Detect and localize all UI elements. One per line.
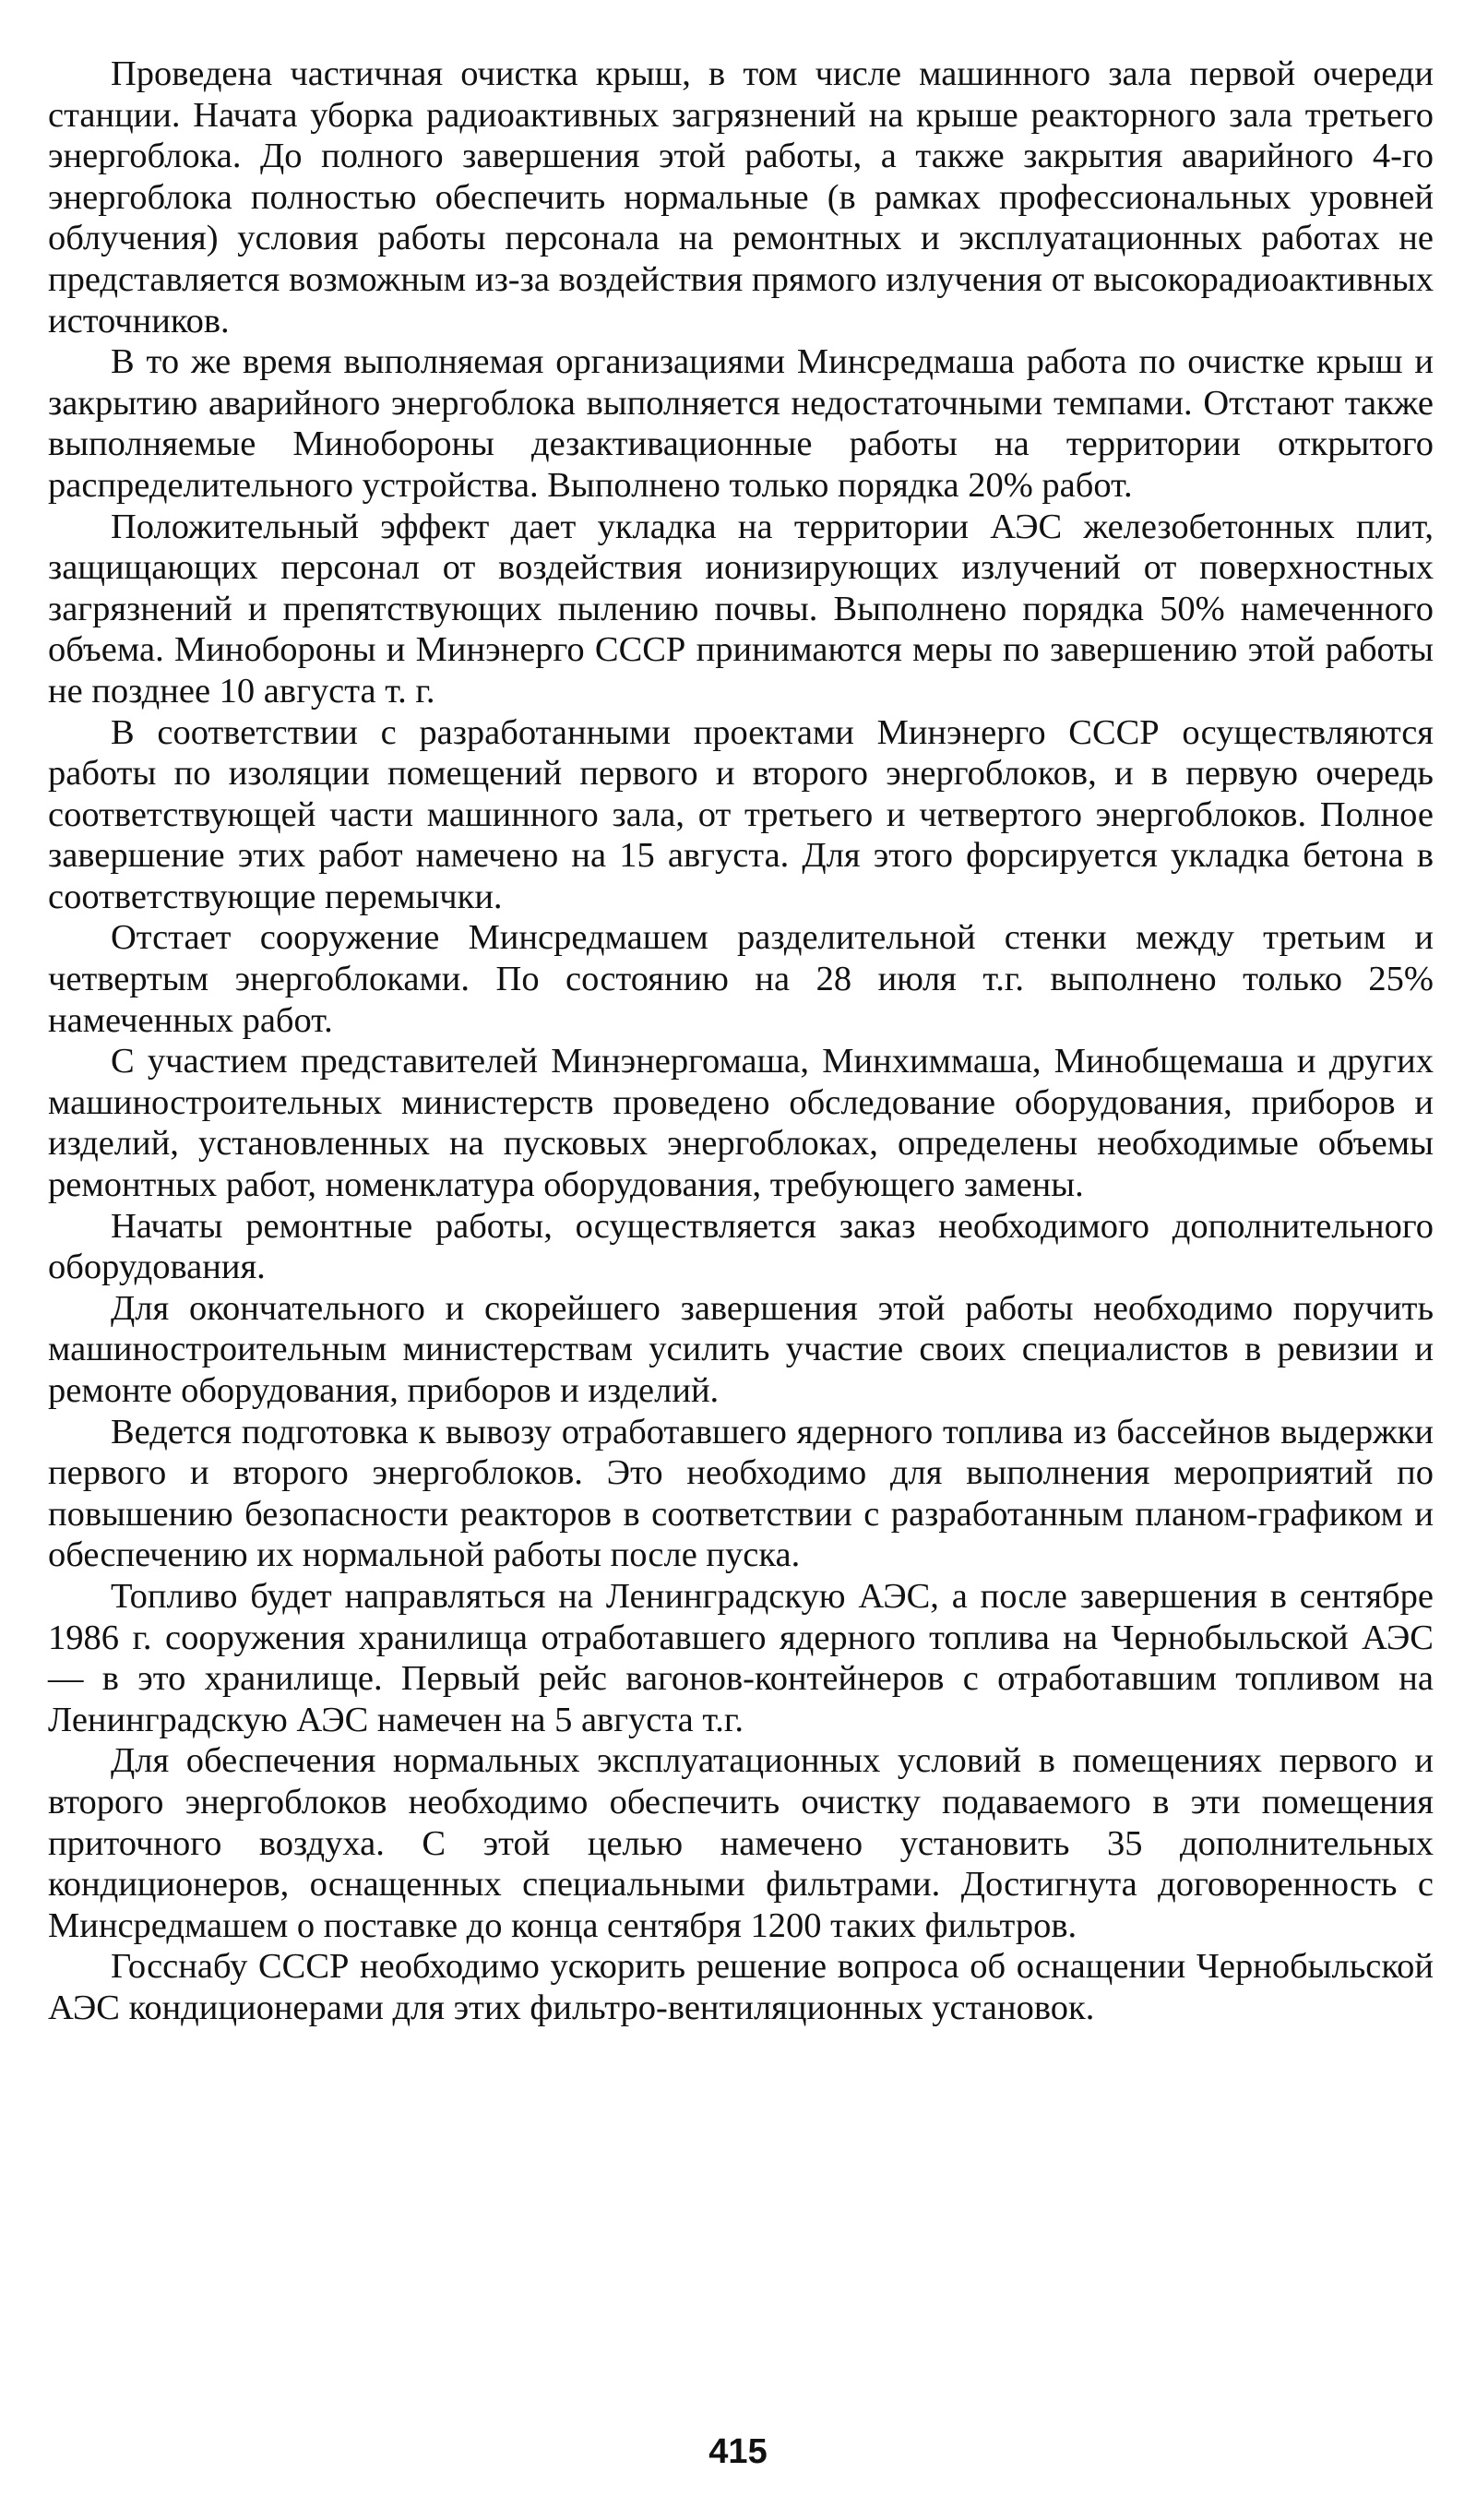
paragraph-concrete-slabs: Положительный эффект дает укладка на территории АЭС железобетонных плит, защищающих персонал от воздействия ионизирующих излучений от поверхностных загрязнений и препятствующих пылению почвы. Выполнено порядка 50% намеченного объема. Минобороны и Минэнерго СССР принимаются меры по завершению этой работы не позднее 10 августа т. г. (48, 507, 1434, 711)
paragraph-air-cleaning: Для обеспечения нормальных эксплуатационных условий в помещениях первого и второго энергоблоков необходимо обеспечить очистку подаваемого в эти помещения приточного воздуха. С этой целью намечено установить 35 дополнительных кондиционеров, оснащенных специальными фильтрами. Достигнута договоренность с Минсредмашем о поставке до конца сентября 1200 таких фильтров. (48, 1741, 1434, 1945)
paragraph-fuel-removal: Ведется подготовка к вывозу отработавшего ядерного топлива из бассейнов выдержки первого и второго энергоблоков. Это необходимо для выполнения мероприятий по повышению безопасности реакторов в соответствии с разработанным планом-графиком и обеспечению их нормальной работы после пуска. (48, 1412, 1434, 1575)
body-text (48, 54, 1434, 2029)
paragraph-roof-cleaning: Проведена частичная очистка крыш, в том числе машинного зала первой очереди станции. Начата уборка радиоактивных загрязнений на крыше реакторного зала третьего энергоблока. До полного завершения этой работы, а также закрытия аварийного 4-го энергоблока полностью обеспечить нормальные (в рамках профессиональных уровней облучения) условия работы персонала на ремонтных и эксплуатационных работах не представляется возможным из-за воздействия прямого излучения от высокорадиоактивных источников. (48, 54, 1434, 340)
paragraph-minsredmash-pace: В то же время выполняемая организациями Минсредмаша работа по очистке крыш и закрытию аварийного энергоблока выполняется недостаточными темпами. Отстают также выполняемые Минобороны дезактивационные работы на территории открытого распределительного устройства. Выполнено только порядка 20% работ. (48, 342, 1434, 505)
paragraph-fuel-transport: Топливо будет направляться на Ленинградскую АЭС, а после завершения в сентябре 1986 г. сооружения хранилища отработавшего ядерного топлива на Чернобыльской АЭС — в это хранилище. Первый рейс вагонов-контейнеров с отработавшим топливом на Ленинградскую АЭС намечен на 5 августа т.г. (48, 1576, 1434, 1739)
paragraph-dividing-wall: Отстает сооружение Минсредмашем разделительной стенки между третьим и четвертым энергоблоками. По состоянию на 28 июля т.г. выполнено только 25% намеченных работ. (48, 918, 1434, 1040)
paragraph-unit-isolation: В соответствии с разработанными проектами Минэнерго СССР осуществляются работы по изоляции помещений первого и второго энергоблоков, и в первую очередь соответствующей части машинного зала, от третьего и четвертого энергоблоков. Полное завершение этих работ намечено на 15 августа. Для этого форсируется укладка бетона в соответствующие перемычки. (48, 712, 1434, 916)
paragraph-ministries-participation: Для окончательного и скорейшего завершения этой работы необходимо поручить машиностроительным министерствам усилить участие своих специалистов в ревизии и ремонте оборудования, приборов и изделий. (48, 1288, 1434, 1410)
page-number: 415 (708, 2432, 768, 2471)
paragraph-repair-works: Начаты ремонтные работы, осуществляется заказ необходимого дополнительного оборудования. (48, 1206, 1434, 1287)
paragraph-gossnab-conditioners: Госснабу СССР необходимо ускорить решение вопроса об оснащении Чернобыльской АЭС кондиционерами для этих фильтро-вентиляционных установок. (48, 1947, 1434, 2027)
paragraph-equipment-survey: С участием представителей Минэнергомаша, Минхиммаша, Минобщемаша и других машиностроительных министерств проведено обследование оборудования, приборов и изделий, установленных на пусковых энергоблоках, определены необходимые объемы ремонтных работ, номенклатура оборудования, требующего замены. (48, 1042, 1434, 1205)
